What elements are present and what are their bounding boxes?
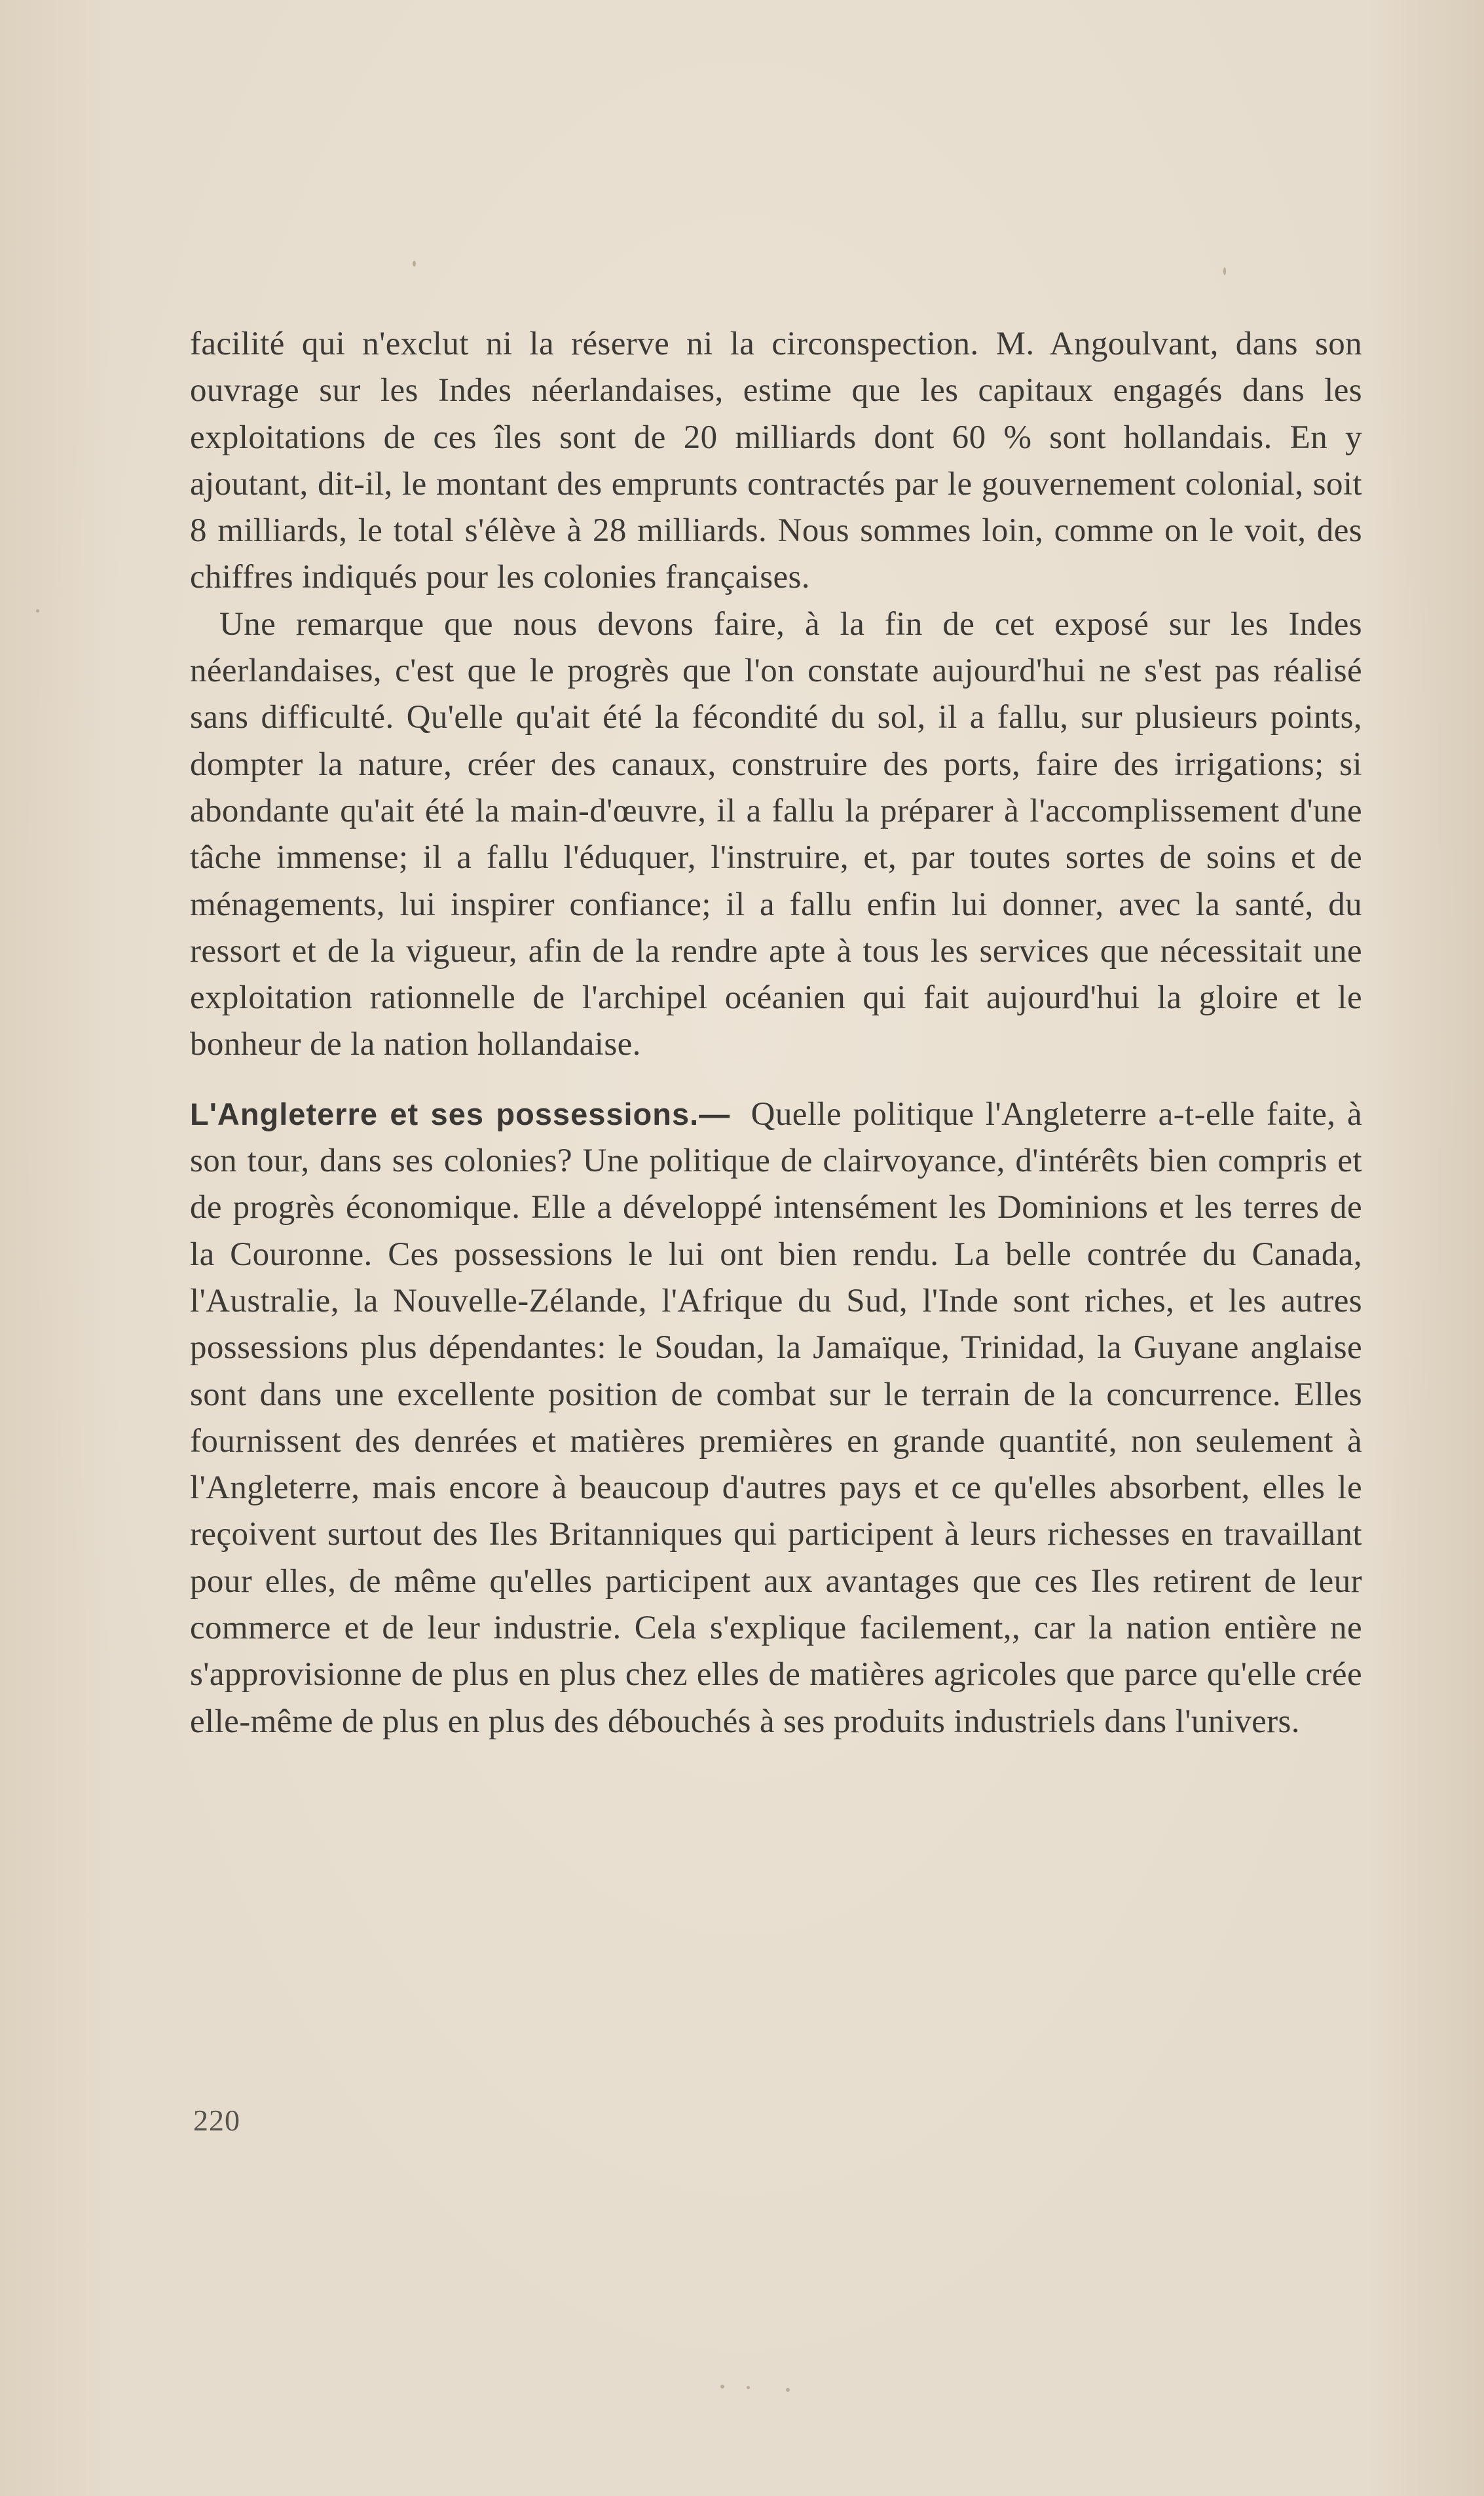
paper-speck xyxy=(36,609,39,613)
paper-speck xyxy=(747,2386,750,2389)
body-text xyxy=(190,321,1362,1745)
paragraph-continuation xyxy=(190,321,1362,601)
page-number: 220 xyxy=(193,2104,240,2137)
paragraph-england xyxy=(190,1091,1362,1745)
paper-speck xyxy=(413,261,416,267)
paragraph-text: Une remarque que nous devons faire, à la fin de cet exposé sur les Indes néerlandaises, c'est que le progrès que l'on constate aujourd'hui ne s'est pas réalisé sans difficulté. Qu'elle qu'ait été la fécondité du sol, il a fallu, sur plusieurs points, dompter la nature, créer des canaux, construire des ports, faire des irrigations; si abondante qu'ait été la main-d'œuvre, il a fallu la préparer à l'accomplissement d'une tâche immense; il a fallu l'éduquer, l'instruire, et, par toutes sortes de soins et de ménagements, lui inspirer confiance; il a fallu enfin lui donner, avec la santé, du ressort et de la vigueur, afin de la rendre apte à tous les services que nécessitait une exploitation rationnelle de l'archipel océanien qui fait aujourd'hui la gloire et le bonheur de la nation hollandaise. xyxy=(190,605,1362,1063)
paper-speck xyxy=(1223,267,1226,275)
paper-speck xyxy=(720,2385,724,2389)
paragraph-remark xyxy=(190,601,1362,1068)
paragraph-text: facilité qui n'exclut ni la réserve ni la circonspection. M. Angoulvant, dans son ouvrage sur les Indes néerlandaises, estime que les capitaux engagés dans les exploitations de ces îles sont de 20 milliards dont 60 % sont hollandais. En y ajoutant, dit-il, le montant des emprunts contractés par le gouvernement colonial, soit 8 milliards, le total s'élève à 28 milliards. Nous sommes loin, comme on le voit, des chiffres indiqués pour les colonies françaises. xyxy=(190,326,1362,596)
paper-speck xyxy=(786,2388,790,2392)
paragraph-text: Quelle politique l'Angleterre a-t-elle faite, à son tour, dans ses colonies? Une politique de clairvoyance, d'intérêts bien compris et de progrès économique. Elle a développé intensément les Dominions et les terres de la Couronne. Ces possessions le lui ont bien rendu. La belle contrée du Canada, l'Australie, la Nouvelle-Zélande, l'Afrique du Sud, l'Inde sont riches, et les autres possessions plus dépendantes: le Soudan, la Jamaïque, Trinidad, la Guyane anglaise sont dans une excellente position de combat sur le terrain de la concurrence. Elles fournissent des denrées et matières premières en grande quantité, non seulement à l'Angleterre, mais encore à beaucoup d'autres pays et ce qu'elles absorbent, elles le reçoivent surtout des Iles Britanniques qui participent à leurs richesses en travaillant pour elles, de même qu'elles participent aux avantages que ces Iles retirent de leur commerce et de leur industrie. Cela s'explique facilement,, car la nation entière ne s'approvisionne de plus en plus chez elles de matières agricoles que parce qu'elle crée elle-même de plus en plus des débouchés à ses produits industriels dans l'univers. xyxy=(190,1095,1362,1740)
section-heading: L'Angleterre et ses possessions.— xyxy=(190,1096,731,1131)
